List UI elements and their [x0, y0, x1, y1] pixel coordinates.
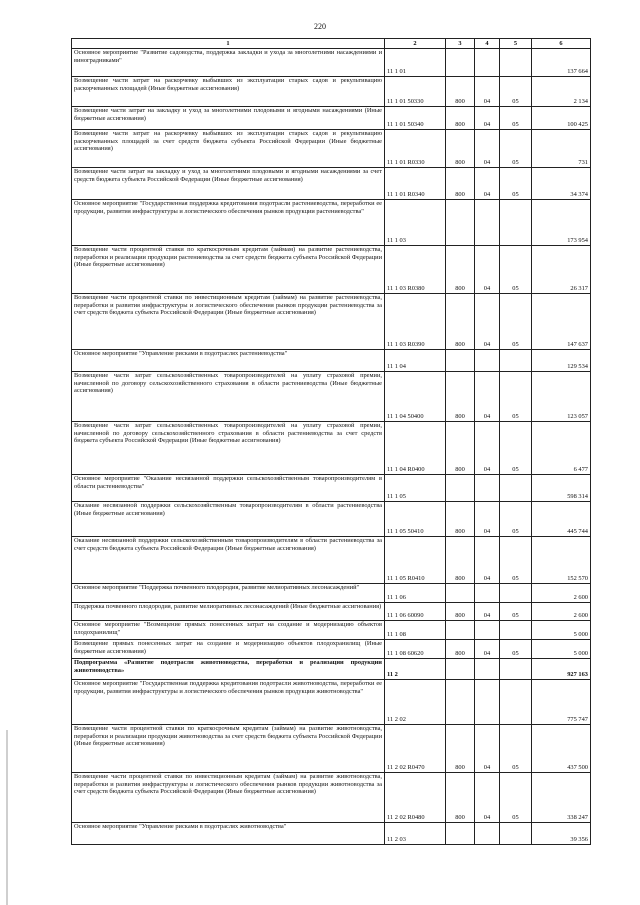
row-pr-cell: 05: [500, 603, 532, 621]
row-amount-cell: 34 374: [532, 168, 591, 200]
row-vr-cell: 800: [446, 372, 475, 422]
row-amount-cell: 123 057: [532, 372, 591, 422]
row-pr-cell: [500, 475, 532, 502]
row-vr-cell: 800: [446, 246, 475, 294]
row-name-cell: Возмещение части процентной ставки по краткосрочным кредитам (займам) на развитие растениеводства, переработки и реализации продукции растениеводства за счет средств бюджета субъекта Российской Федерации (Иные бюджетные ассигнования): [72, 246, 385, 294]
row-code-cell: 11 2 02 R0470: [385, 725, 446, 773]
row-vr-cell: [446, 659, 475, 680]
row-vr-cell: [446, 200, 475, 246]
row-amount-cell: 731: [532, 130, 591, 168]
row-code-cell: 11 2 03: [385, 823, 446, 845]
row-code-cell: 11 1 05 R0410: [385, 537, 446, 584]
row-code-cell: 11 1 01 R0330: [385, 130, 446, 168]
table-row: [72, 537, 591, 584]
table-row: [72, 77, 591, 107]
row-pr-cell: 05: [500, 725, 532, 773]
column-header: 4: [475, 39, 500, 49]
row-name-cell: Возмещение части затрат на раскорчевку выбывших из эксплуатации старых садов и рекультивацию раскорчеванных площадей за счет средств бюджета субъекта Российской Федерации (Иные бюджетные ассигнования): [72, 130, 385, 168]
row-name-cell: Основное мероприятие "Развитие садоводства, поддержка закладки и ухода за многолетними насаждениями и виноградниками": [72, 49, 385, 77]
row-amount-cell: 2 134: [532, 77, 591, 107]
column-header: 1: [72, 39, 385, 49]
table-row: [72, 475, 591, 502]
row-name-cell: Основное мероприятие "Управление рисками в подотраслях животноводства": [72, 823, 385, 845]
table-row: [72, 168, 591, 200]
row-name-cell: Оказание несвязанной поддержки сельскохозяйственным товаропроизводителям в области растениеводства за счет средств бюджета субъекта Российской Федерации (Иные бюджетные ассигнования): [72, 537, 385, 584]
row-amount-cell: 598 314: [532, 475, 591, 502]
table-row: [72, 502, 591, 537]
row-amount-cell: 152 570: [532, 537, 591, 584]
row-amount-cell: 173 954: [532, 200, 591, 246]
row-code-cell: 11 1 03: [385, 200, 446, 246]
row-rz-cell: [475, 621, 500, 640]
row-code-cell: 11 1 05: [385, 475, 446, 502]
row-vr-cell: [446, 680, 475, 725]
row-pr-cell: [500, 823, 532, 845]
row-name-cell: Основное мероприятие "Управление рисками в подотраслях растениеводства": [72, 350, 385, 372]
row-pr-cell: 05: [500, 107, 532, 130]
row-code-cell: 11 1 06: [385, 584, 446, 603]
row-rz-cell: 04: [475, 77, 500, 107]
table-row: [72, 130, 591, 168]
row-pr-cell: [500, 584, 532, 603]
row-vr-cell: 800: [446, 640, 475, 659]
row-vr-cell: 800: [446, 725, 475, 773]
row-name-cell: Основное мероприятие "Государственная поддержка кредитования подотрасли животноводства, переработки ее продукции, развития инфраструктуры и логистического обеспечения рынков продукции животноводства": [72, 680, 385, 725]
table-row: [72, 294, 591, 350]
row-rz-cell: [475, 659, 500, 680]
row-rz-cell: 04: [475, 294, 500, 350]
row-rz-cell: 04: [475, 773, 500, 823]
row-rz-cell: 04: [475, 725, 500, 773]
row-rz-cell: 04: [475, 537, 500, 584]
row-rz-cell: [475, 823, 500, 845]
column-header: 6: [532, 39, 591, 49]
row-amount-cell: 39 356: [532, 823, 591, 845]
row-vr-cell: 800: [446, 107, 475, 130]
row-code-cell: 11 1 05 50410: [385, 502, 446, 537]
row-rz-cell: [475, 350, 500, 372]
row-name-cell: Основное мероприятие "Возмещение прямых понесенных затрат на создание и модернизацию объектов плодохранилищ": [72, 621, 385, 640]
row-pr-cell: [500, 621, 532, 640]
row-code-cell: 11 1 01 R0340: [385, 168, 446, 200]
row-vr-cell: [446, 350, 475, 372]
table-row: [72, 107, 591, 130]
row-name-cell: Возмещение части затрат на закладку и уход за многолетними плодовыми и ягодными насаждениями за счет средств бюджета субъекта Российской Федерации (Иные бюджетные ассигнования): [72, 168, 385, 200]
row-name-cell: Возмещение части затрат на раскорчевку выбывших из эксплуатации старых садов и рекультивацию раскорчеванных площадей (Иные бюджетные ассигнования): [72, 77, 385, 107]
row-rz-cell: [475, 584, 500, 603]
table-row: [72, 680, 591, 725]
scan-edge-shadow: [6, 730, 8, 905]
row-rz-cell: 04: [475, 422, 500, 475]
table-row: [72, 584, 591, 603]
row-vr-cell: 800: [446, 77, 475, 107]
table-row: [72, 621, 591, 640]
row-name-cell: Возмещение части процентной ставки по инвестиционным кредитам (займам) на развитие животноводства, переработки и развития инфраструктуры и логистического обеспечения рынков продукции животноводства за счет средств бюджета субъекта Российской Федерации (Иные бюджетные ассигнования): [72, 773, 385, 823]
row-vr-cell: [446, 823, 475, 845]
row-rz-cell: [475, 680, 500, 725]
row-rz-cell: [475, 49, 500, 77]
table-header-row: [72, 39, 591, 49]
row-pr-cell: [500, 680, 532, 725]
row-name-cell: Оказание несвязанной поддержки сельскохозяйственным товаропроизводителям в области растениеводства (Иные бюджетные ассигнования): [72, 502, 385, 537]
row-code-cell: 11 1 08 60620: [385, 640, 446, 659]
row-code-cell: 11 1 01 50330: [385, 77, 446, 107]
row-rz-cell: 04: [475, 130, 500, 168]
row-vr-cell: 800: [446, 294, 475, 350]
row-rz-cell: 04: [475, 502, 500, 537]
row-amount-cell: 26 317: [532, 246, 591, 294]
row-amount-cell: 5 000: [532, 621, 591, 640]
row-vr-cell: [446, 621, 475, 640]
row-amount-cell: 338 247: [532, 773, 591, 823]
row-name-cell: Подпрограмма «Развитие подотрасли животноводства, переработки и реализации продукции животноводства»: [72, 659, 385, 680]
row-amount-cell: 5 000: [532, 640, 591, 659]
row-pr-cell: 05: [500, 422, 532, 475]
row-code-cell: 11 2 02: [385, 680, 446, 725]
row-pr-cell: 05: [500, 77, 532, 107]
row-code-cell: 11 1 06 60090: [385, 603, 446, 621]
table-body: [72, 49, 591, 845]
row-name-cell: Возмещение части процентной ставки по краткосрочным кредитам (займам) на развитие животноводства, переработки и реализации продукции животноводства за счет средств бюджета субъекта Российской Федерации (Иные бюджетные ассигнования): [72, 725, 385, 773]
row-amount-cell: 927 163: [532, 659, 591, 680]
row-code-cell: 11 1 01: [385, 49, 446, 77]
table-row: [72, 640, 591, 659]
row-code-cell: 11 1 08: [385, 621, 446, 640]
row-amount-cell: 2 600: [532, 584, 591, 603]
row-pr-cell: [500, 200, 532, 246]
row-amount-cell: 437 500: [532, 725, 591, 773]
row-pr-cell: [500, 49, 532, 77]
table-row: [72, 246, 591, 294]
row-pr-cell: 05: [500, 294, 532, 350]
row-name-cell: Основное мероприятие "Поддержка почвенного плодородия, развитие мелиоративных лесонасаждений": [72, 584, 385, 603]
row-name-cell: Возмещение части затрат сельскохозяйственных товаропроизводителей на уплату страховой премии, начисленной по договору сельскохозяйственного страхования в области растениеводства за счет средств бюджета субъекта Российской Федерации (Иные бюджетные ассигнования): [72, 422, 385, 475]
table-row: [72, 603, 591, 621]
row-vr-cell: [446, 49, 475, 77]
row-name-cell: Возмещение прямых понесенных затрат на создание и модернизацию объектов плодохранилищ (Иные бюджетные ассигнования): [72, 640, 385, 659]
row-pr-cell: 05: [500, 246, 532, 294]
column-header: 5: [500, 39, 532, 49]
table-row: [72, 422, 591, 475]
row-rz-cell: [475, 475, 500, 502]
table-row: [72, 350, 591, 372]
row-vr-cell: 800: [446, 773, 475, 823]
row-rz-cell: 04: [475, 107, 500, 130]
row-rz-cell: 04: [475, 372, 500, 422]
table-row: [72, 773, 591, 823]
row-amount-cell: 137 664: [532, 49, 591, 77]
column-header: 2: [385, 39, 446, 49]
row-pr-cell: 05: [500, 502, 532, 537]
table-row: [72, 49, 591, 77]
page-number: 220: [314, 22, 326, 31]
row-name-cell: Основное мероприятие "Оказание несвязанной поддержки сельскохозяйственным товаропроизводителям в области растениеводства": [72, 475, 385, 502]
row-name-cell: Возмещение части процентной ставки по инвестиционным кредитам (займам) на развитие растениеводства, переработки и развития инфраструктуры и логистического обеспечения рынков продукции растениеводства за счет средств бюджета субъекта Российской Федерации (Иные бюджетные ассигнования): [72, 294, 385, 350]
row-amount-cell: 6 477: [532, 422, 591, 475]
row-code-cell: 11 1 01 50340: [385, 107, 446, 130]
column-header: 3: [446, 39, 475, 49]
row-code-cell: 11 1 04: [385, 350, 446, 372]
table-row: [72, 725, 591, 773]
row-rz-cell: 04: [475, 168, 500, 200]
row-code-cell: 11 2 02 R0480: [385, 773, 446, 823]
row-amount-cell: 445 744: [532, 502, 591, 537]
row-code-cell: 11 1 03 R0390: [385, 294, 446, 350]
row-pr-cell: 05: [500, 773, 532, 823]
row-vr-cell: [446, 475, 475, 502]
row-code-cell: 11 2: [385, 659, 446, 680]
row-vr-cell: 800: [446, 603, 475, 621]
row-code-cell: 11 1 03 R0380: [385, 246, 446, 294]
row-pr-cell: [500, 350, 532, 372]
row-pr-cell: 05: [500, 130, 532, 168]
row-pr-cell: 05: [500, 640, 532, 659]
row-vr-cell: 800: [446, 422, 475, 475]
table-row: [72, 659, 591, 680]
row-pr-cell: [500, 659, 532, 680]
row-code-cell: 11 1 04 R0400: [385, 422, 446, 475]
budget-table: [71, 38, 591, 845]
row-amount-cell: 129 534: [532, 350, 591, 372]
row-pr-cell: 05: [500, 537, 532, 584]
row-amount-cell: 775 747: [532, 680, 591, 725]
row-amount-cell: 100 425: [532, 107, 591, 130]
row-name-cell: Возмещение части затрат на закладку и уход за многолетними плодовыми и ягодными насаждениями (Иные бюджетные ассигнования): [72, 107, 385, 130]
row-name-cell: Возмещение части затрат сельскохозяйственных товаропроизводителей на уплату страховой премии, начисленной по договору сельскохозяйственного страхования в области растениеводства (Иные бюджетные ассигнования): [72, 372, 385, 422]
row-rz-cell: 04: [475, 603, 500, 621]
table-row: [72, 200, 591, 246]
row-vr-cell: 800: [446, 537, 475, 584]
table-row: [72, 372, 591, 422]
row-vr-cell: 800: [446, 130, 475, 168]
row-rz-cell: 04: [475, 246, 500, 294]
row-vr-cell: [446, 584, 475, 603]
budget-table-wrapper: [71, 38, 590, 845]
row-amount-cell: 2 600: [532, 603, 591, 621]
row-name-cell: Поддержка почвенного плодородия, развитие мелиоративных лесонасаждений (Иные бюджетные ассигнования): [72, 603, 385, 621]
row-pr-cell: 05: [500, 168, 532, 200]
row-code-cell: 11 1 04 50400: [385, 372, 446, 422]
table-row: [72, 823, 591, 845]
row-vr-cell: 800: [446, 502, 475, 537]
row-pr-cell: 05: [500, 372, 532, 422]
row-rz-cell: [475, 200, 500, 246]
row-vr-cell: 800: [446, 168, 475, 200]
row-amount-cell: 147 637: [532, 294, 591, 350]
row-name-cell: Основное мероприятие "Государственная поддержка кредитования подотрасли растениеводства, переработки ее продукции, развития инфраструктуры и логистического обеспечения рынков продукции растениеводства": [72, 200, 385, 246]
row-rz-cell: 04: [475, 640, 500, 659]
